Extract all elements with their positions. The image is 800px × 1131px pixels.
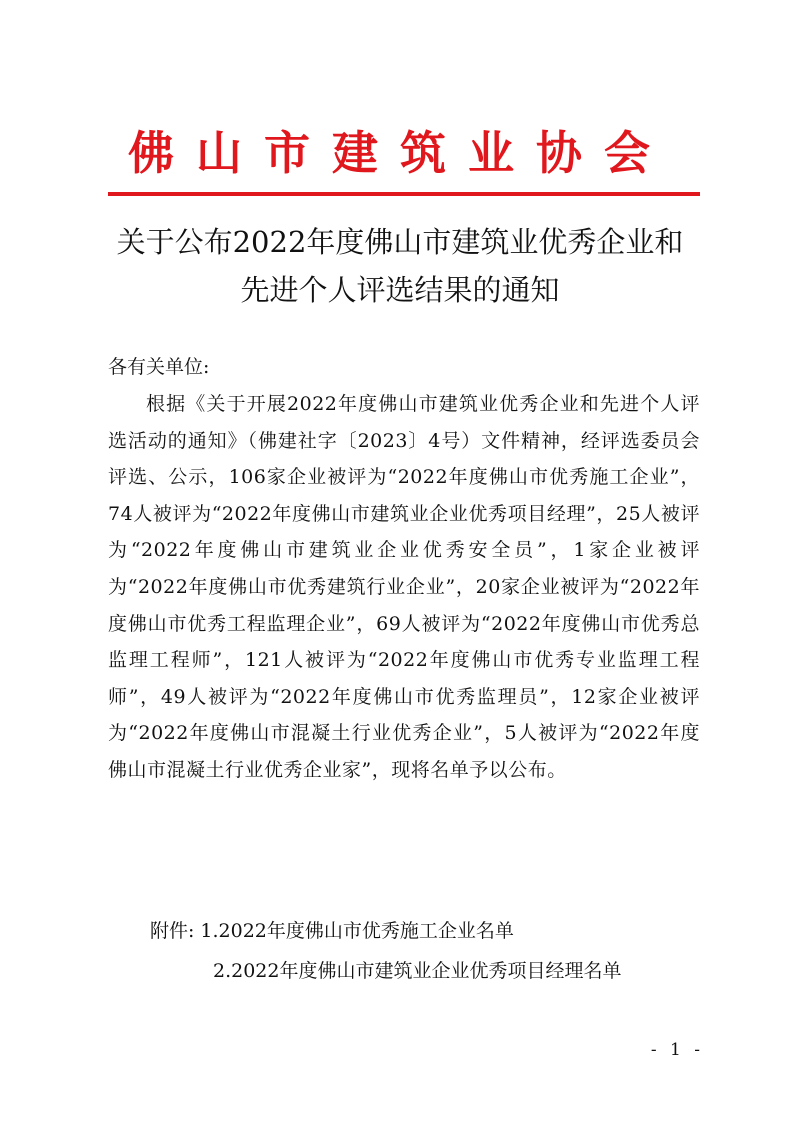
letterhead-divider bbox=[108, 192, 700, 196]
org-letterhead: 佛山市建筑业协会 bbox=[128, 126, 672, 180]
attachments-label: 附件: bbox=[150, 920, 195, 942]
title-line-2: 先进个人评选结果的通知 bbox=[240, 273, 560, 307]
attachment-1 bbox=[150, 916, 514, 946]
body-paragraph: 根据《关于开展2022年度佛山市建筑业优秀企业和先进个人评选活动的通知》（佛建社字〔2023〕4号）文件精神，经评选委员会评选、公示，106家企业被评为“2022年度佛山市优秀施工企业”，74人被评为“2022年度佛山市建筑业企业优秀项目经理”，25人被评为“2022年度佛山市建筑业企业优秀安全员”，1家企业被评为“2022年度佛山市优秀建筑行业企业”，20家企业被评为“2022年度佛山市优秀工程监理企业”，69人被评为“2022年度佛山市优秀总监理工程师”，121人被评为“2022年度佛山市优秀专业监理工程师”，49人被评为“2022年度佛山市优秀监理员”，12家企业被评为“2022年度佛山市混凝土行业优秀企业”，5人被评为“2022年度佛山市混凝土行业优秀企业家”，现将名单予以公布。 bbox=[108, 393, 700, 781]
salutation: 各有关单位: bbox=[108, 356, 210, 378]
attachment-item-2: 2.2022年度佛山市建筑业企业优秀项目经理名单 bbox=[213, 960, 622, 982]
page-number: - 1 - bbox=[650, 1040, 704, 1060]
document-title bbox=[90, 218, 710, 314]
attachment-item-1: 1.2022年度佛山市优秀施工企业名单 bbox=[200, 920, 514, 942]
attachment-2 bbox=[213, 956, 621, 986]
title-line-1: 关于公布2022年度佛山市建筑业优秀企业和 bbox=[116, 225, 684, 259]
